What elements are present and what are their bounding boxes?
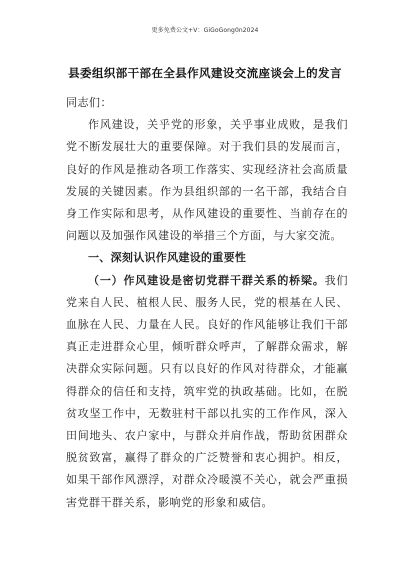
greeting: 同志们：: [66, 96, 112, 109]
header-note: 更多免费公文+V：GiGoGong0n2024: [151, 27, 259, 34]
section-heading: 一、深刻认识作风建设的重要性: [88, 251, 247, 265]
document-body: [66, 92, 348, 514]
subsection-body: 我们党来自人民、植根人民、服务人民，党的根基在人民、血脉在人民、力量在人民。良好的作风能够让我们干部真正走进群众心里，倾听群众呼声，了解群众需求，解决群众实际问题。只有以良好的作风对待群众，才能赢得群众的信任和支持，筑牢党的执政基础。比如，在脱贫攻坚工作中，无数驻村干部以扎实的工作作风，深入田间地头、农户家中，与群众并肩作战，帮助贫困群众脱贫致富，赢得了群众的广泛赞誉和衷心拥护。相反，如果干部作风漂浮，对群众冷暖漠不关心，就会严重损害党群干群关系，影响党的形象和威信。: [66, 273, 349, 509]
intro-paragraph: 作风建设，关乎党的形象，关乎事业成败，是我们党不断发展壮大的重要保障。对于我们县的发展而言，良好的作风是推动各项工作落实、实现经济社会高质量发展的关键因素。作为县组织部的一名干部，我结合自身工作实际和思考，从作风建设的重要性、当前存在的问题以及加强作风建设的举措三个方面，与大家交流。: [66, 118, 348, 243]
subsection-heading: （一）作风建设是密切党群干群关系的桥梁。: [88, 273, 325, 287]
subsection-paragraph: [66, 270, 348, 514]
document-title: 县委组织部干部在全县作风建设交流座谈会上的发言: [68, 66, 342, 80]
